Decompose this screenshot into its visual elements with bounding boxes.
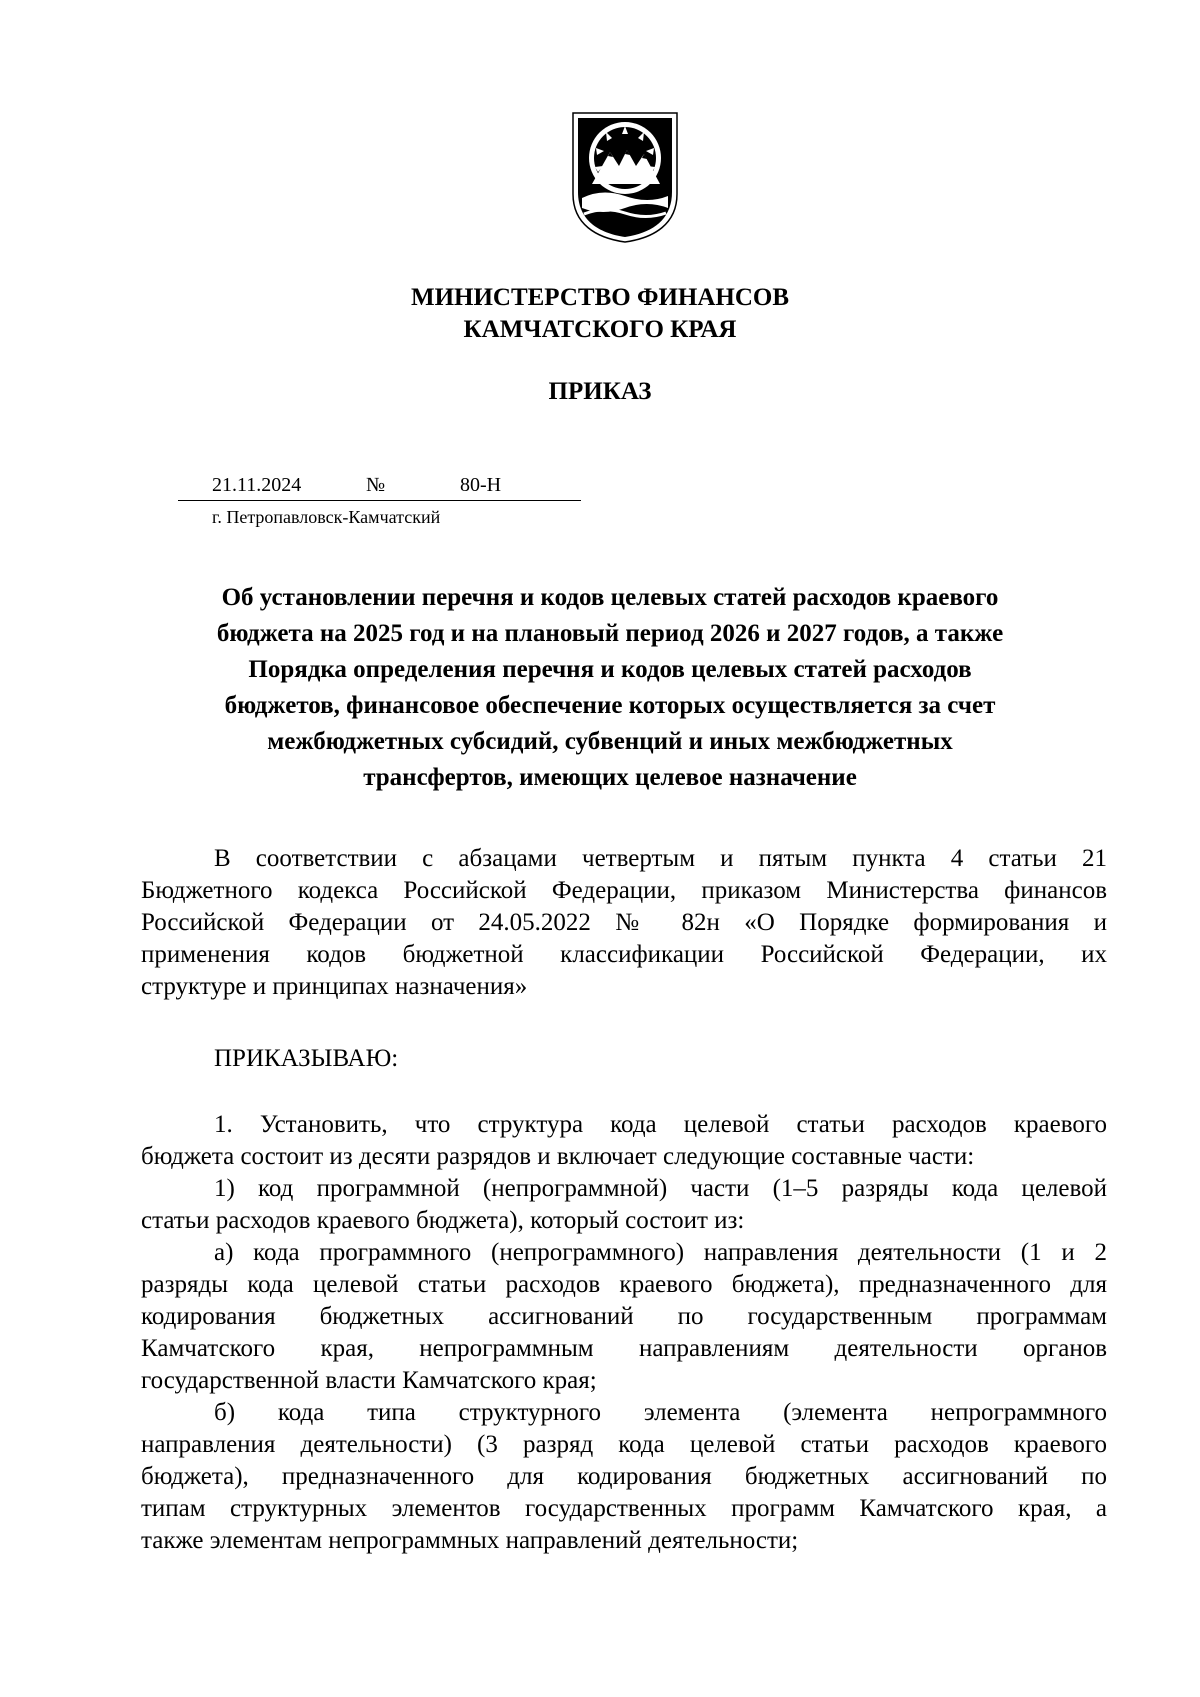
subject-line: Порядка определения перечня и кодов целевых статей расходов [248,656,972,683]
order-directive-word: ПРИКАЗЫВАЮ: [214,1045,399,1072]
document-date: 21.11.2024 [212,474,302,496]
text-line: статьи расходов краевого бюджета), который состоит из: [141,1207,745,1234]
text-line: бюджета), предназначенного для кодирования бюджетных ассигнований по [141,1463,1107,1490]
subject-line: Об установлении перечня и кодов целевых статей расходов краевого [221,584,999,611]
text-line: также элементам непрограммных направлений деятельности; [141,1527,799,1554]
document-type-title: ПРИКАЗ [548,378,652,405]
text-line: применения кодов бюджетной классификации Российской Федерации, их [141,941,1107,968]
coat-of-arms-emblem [572,112,678,243]
text-line: Бюджетного кодекса Российской Федерации, приказом Министерства финансов [141,877,1107,904]
date-number-row [178,472,581,501]
preamble-paragraph [141,843,1107,1003]
text-line: Российской Федерации от 24.05.2022 № 82н «О Порядке формирования и [141,909,1107,936]
ministry-name-line2: КАМЧАТСКОГО КРАЯ [463,316,737,343]
text-line: направления деятельности) (3 разряд кода целевой статьи расходов краевого [141,1431,1107,1458]
subject-line: бюджетов, финансовое обеспечение которых осуществляется за счет [224,692,996,719]
text-line: В соответствии с абзацами четвертым и пятым пункта 4 статьи 21 [214,845,1107,872]
order-items [141,1109,1107,1557]
document-subject [150,580,1070,796]
text-line: кодирования бюджетных ассигнований по государственным программам [141,1303,1107,1330]
text-line: государственной власти Камчатского края; [141,1367,597,1394]
text-line: структуре и принципах назначения» [141,973,528,1000]
number-sign: № [366,474,386,496]
text-line: 1) код программной (непрограммной) части (1–5 разряды кода целевой [214,1175,1107,1202]
ministry-name-line1: МИНИСТЕРСТВО ФИНАНСОВ [410,284,790,311]
text-line: б) кода типа структурного элемента (элемента непрограммного [214,1399,1107,1426]
text-line: типам структурных элементов государственных программ Камчатского края, а [141,1495,1107,1522]
document-city: г. Петропавловск-Камчатский [212,507,441,527]
text-line: а) кода программного (непрограммного) направления деятельности (1 и 2 [214,1239,1107,1266]
subject-line: бюджета на 2025 год и на плановый период 2026 и 2027 годов, а также [216,620,1004,647]
subject-line: межбюджетных субсидий, субвенций и иных межбюджетных [267,728,953,755]
document-number: 80-Н [460,474,502,496]
text-line: разряды кода целевой статьи расходов краевого бюджета), предназначенного для [141,1271,1107,1298]
text-line: бюджета состоит из десяти разрядов и включает следующие составные части: [141,1143,975,1170]
text-line: 1. Установить, что структура кода целевой статьи расходов краевого [214,1111,1107,1138]
text-line: Камчатского края, непрограммным направлениям деятельности органов [141,1335,1107,1362]
subject-line: трансфертов, имеющих целевое назначение [363,764,857,791]
